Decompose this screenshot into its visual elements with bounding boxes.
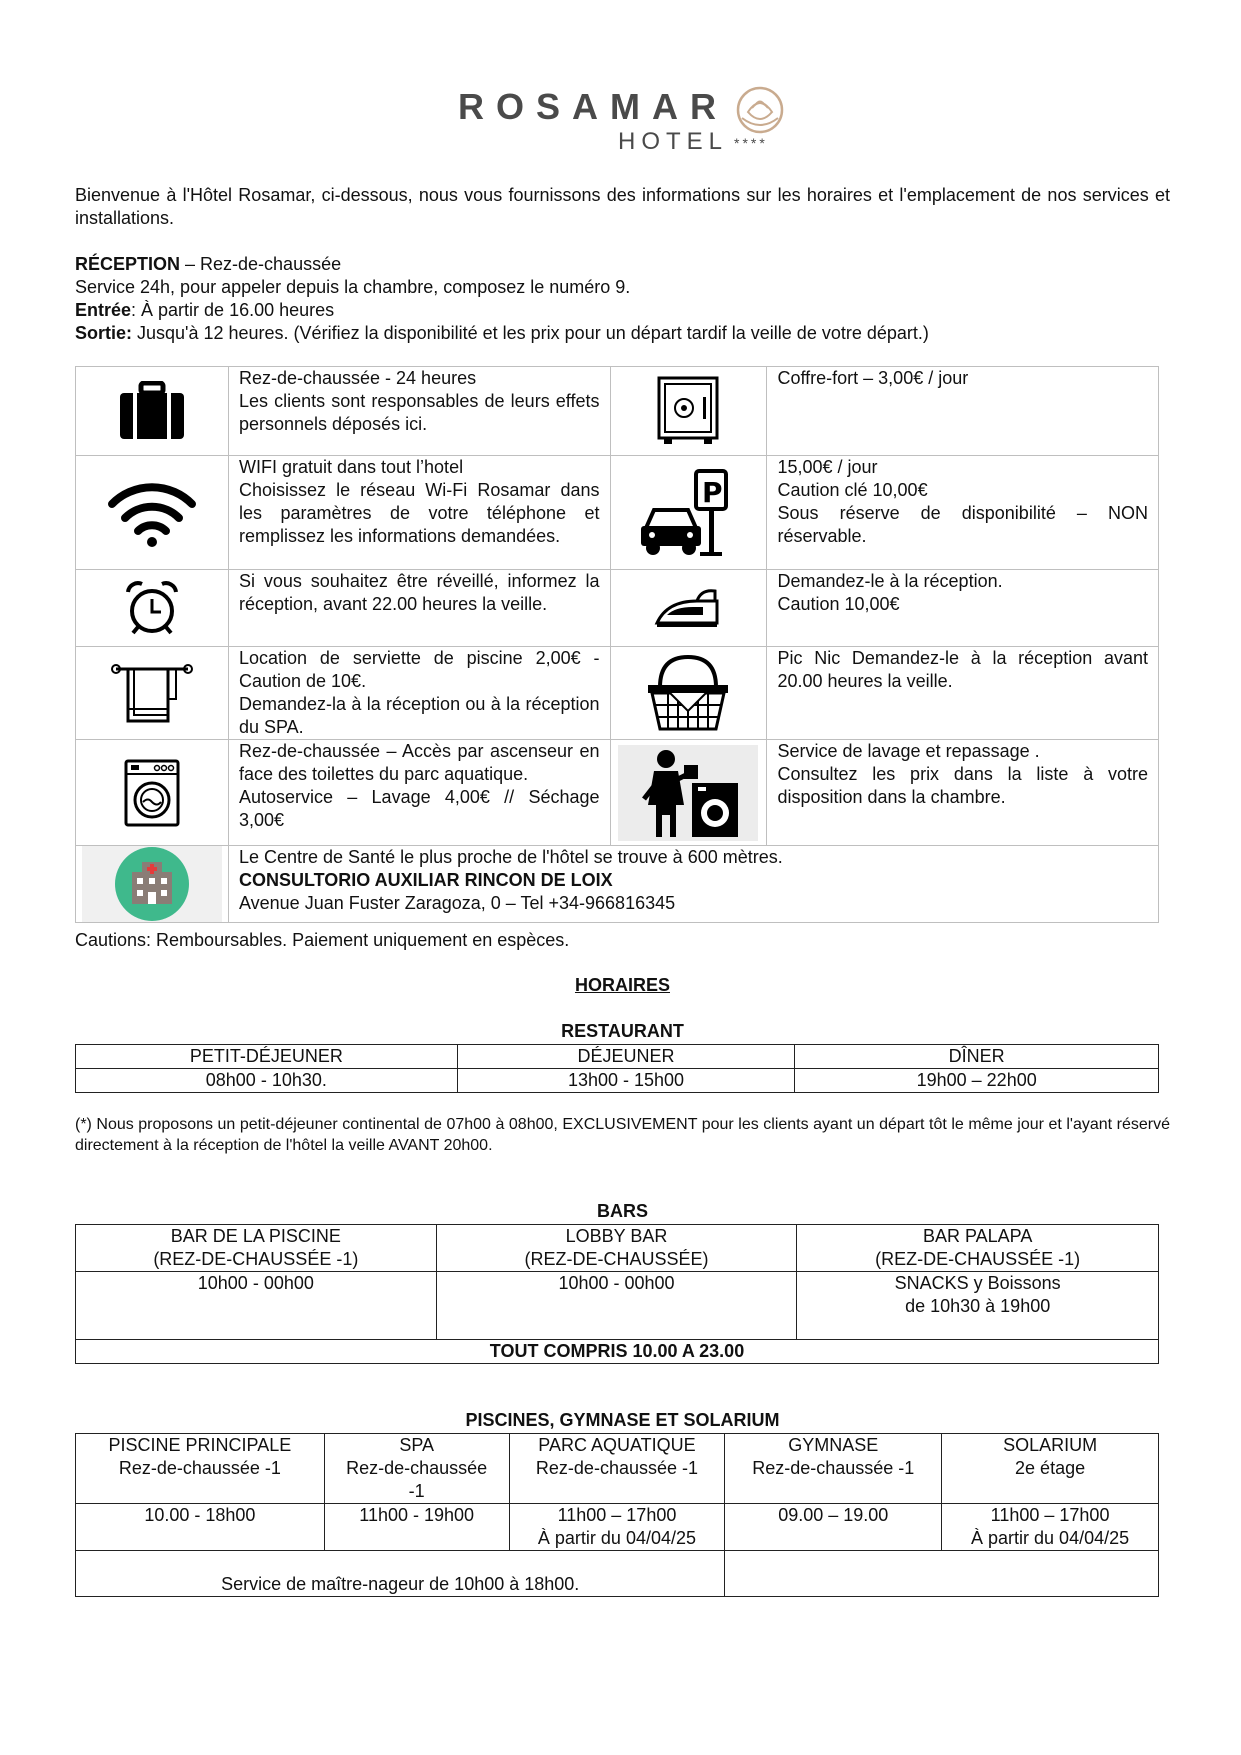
pools-title: PISCINES, GYMNASE ET SOLARIUM	[465, 1410, 780, 1430]
all-inclusive-hours: TOUT COMPRIS 10.00 A 23.00	[76, 1340, 1159, 1364]
laundry-service-cell	[610, 740, 767, 846]
parking-text: 15,00€ / jour Caution clé 10,00€ Sous réserve de disponibilité – NON réservable.	[767, 456, 1159, 570]
restaurant-hours: 19h00 – 22h00	[795, 1069, 1159, 1093]
safe-cell	[610, 367, 767, 456]
health-cell	[76, 846, 229, 923]
checkout-label: Sortie:	[75, 323, 133, 343]
facility-hours: 11h00 – 17h00 À partir du 04/04/25	[509, 1504, 725, 1551]
towel-text: Location de serviette de piscine 2,00€ - Caution de 10€. Demandez-la à la réception ou à la réception du SPA.	[228, 647, 610, 740]
logo-sub: HOTEL ****	[618, 128, 768, 155]
breakfast-note: (*) Nous proposons un petit-déjeuner continental de 07h00 à 08h00, EXCLUSIVEMENT pour les clients ayant un départ tôt le même jour et l'ayant réservé directement à la réception de l'hôtel la veille AVANT 20h00.	[75, 1116, 1170, 1154]
wifi-cell	[76, 456, 229, 570]
hotel-logo	[458, 80, 798, 160]
bar-header: BAR DE LA PISCINE (REZ-DE-CHAUSSÉE -1)	[76, 1225, 437, 1272]
wifi-icon	[107, 478, 197, 548]
intro-text: Bienvenue à l'Hôtel Rosamar, ci-dessous, nous vous fournissons des informations sur les horaires et l'emplacement de nos services et installations.	[75, 185, 1170, 228]
picnic-text: Pic Nic Demandez-le à la réception avant 20.00 heures la veille.	[767, 647, 1159, 740]
picnic-basket-icon	[646, 653, 730, 733]
iron-cell	[610, 570, 767, 647]
health-text	[228, 846, 1158, 923]
facility-hours: 09.00 – 19.00	[725, 1504, 942, 1551]
parking-icon	[638, 468, 738, 558]
health-address: Avenue Juan Fuster Zaragoza, 0 – Tel +34-966816345	[238, 893, 676, 913]
restaurant-hours: 08h00 - 10h30.	[76, 1069, 458, 1093]
checkin-value: : À partir de 16.00 heures	[131, 300, 335, 320]
washing-machine-icon	[123, 758, 181, 828]
towel-cell	[76, 647, 229, 740]
services-table	[75, 366, 1159, 923]
restaurant-title: RESTAURANT	[561, 1021, 684, 1041]
checkin-label: Entrée	[75, 300, 132, 320]
alarm-cell	[76, 570, 229, 647]
laundry-service-icon	[618, 745, 758, 841]
restaurant-header: DÎNER	[795, 1045, 1159, 1069]
facility-header: PISCINE PRINCIPALE Rez-de-chaussée -1	[76, 1434, 325, 1504]
safe-icon	[656, 375, 720, 447]
svg-text:P: P	[702, 475, 724, 509]
logo-name: ROSAMAR	[458, 86, 728, 127]
luggage-text: Rez-de-chaussée - 24 heures Les clients sont responsables de leurs effets personnels déposés ici.	[228, 367, 610, 456]
restaurant-hours: 13h00 - 15h00	[457, 1069, 795, 1093]
parking-cell	[610, 456, 767, 570]
luggage-cell	[76, 367, 229, 456]
pools-table	[75, 1433, 1159, 1597]
towel-icon	[110, 661, 194, 725]
logo-stars: ****	[734, 134, 768, 151]
bar-hours: 10h00 - 00h00	[436, 1272, 797, 1340]
alarm-text: Si vous souhaitez être réveillé, informez la réception, avant 22.00 heures la veille.	[228, 570, 610, 647]
empty-cell	[725, 1551, 1159, 1597]
hospital-icon	[82, 846, 222, 922]
facility-header: SOLARIUM 2e étage	[942, 1434, 1159, 1504]
safe-text: Coffre-fort – 3,00€ / jour	[767, 367, 1159, 456]
facility-hours: 11h00 – 17h00 À partir du 04/04/25	[942, 1504, 1159, 1551]
cautions-note: Cautions: Remboursables. Paiement uniquement en espèces.	[75, 930, 570, 950]
restaurant-header: DÉJEUNER	[457, 1045, 795, 1069]
iron-text: Demandez-le à la réception. Caution 10,00€	[767, 570, 1159, 647]
facility-header: PARC AQUATIQUE Rez-de-chaussée -1	[509, 1434, 725, 1504]
horaires-title: HORAIRES	[574, 975, 670, 995]
reception-block	[75, 253, 1170, 345]
facility-header: SPA Rez-de-chaussée -1	[324, 1434, 509, 1504]
bars-title: BARS	[596, 1201, 648, 1221]
reception-title: RÉCEPTION	[75, 254, 181, 274]
laundry-cell	[76, 740, 229, 846]
reception-location: – Rez-de-chaussée	[180, 254, 342, 274]
reception-service: Service 24h, pour appeler depuis la chambre, composez le numéro 9.	[75, 277, 631, 297]
bar-hours: SNACKS y Boissons de 10h30 à 19h00	[797, 1272, 1159, 1340]
laundry-service-text: Service de lavage et repassage . Consultez les prix dans la liste à votre disposition dans la chambre.	[767, 740, 1159, 846]
laundry-text: Rez-de-chaussée – Accès par ascenseur en face des toilettes du parc aquatique. Autoservice – Lavage 4,00€ // Séchage 3,00€	[228, 740, 610, 846]
wifi-text: WIFI gratuit dans tout l’hotel Choisissez le réseau Wi-Fi Rosamar dans les paramètres de votre téléphone et remplissez les informations demandées.	[228, 456, 610, 570]
bar-header: LOBBY BAR (REZ-DE-CHAUSSÉE)	[436, 1225, 797, 1272]
bar-hours: 10h00 - 00h00	[76, 1272, 437, 1340]
restaurant-table	[75, 1044, 1159, 1093]
bars-table	[75, 1224, 1159, 1364]
alarm-clock-icon	[124, 580, 180, 636]
lifeguard-service: Service de maître-nageur de 10h00 à 18h00.	[76, 1551, 725, 1597]
facility-header: GYMNASE Rez-de-chaussée -1	[725, 1434, 942, 1504]
suitcase-icon	[117, 381, 187, 441]
restaurant-header: PETIT-DÉJEUNER	[76, 1045, 458, 1069]
facility-hours: 11h00 - 19h00	[324, 1504, 509, 1551]
facility-hours: 10.00 - 18h00	[76, 1504, 325, 1551]
checkout-value: Jusqu'à 12 heures. (Vérifiez la disponibilité et les prix pour un départ tardif la veille de votre départ.)	[132, 323, 929, 343]
health-distance: Le Centre de Santé le plus proche de l'hôtel se trouve à 600 mètres.	[238, 847, 783, 867]
iron-icon	[653, 585, 723, 631]
health-center-name: CONSULTORIO AUXILIAR RINCON DE LOIX	[238, 870, 613, 890]
bar-header: BAR PALAPA (REZ-DE-CHAUSSÉE -1)	[797, 1225, 1159, 1272]
picnic-cell	[610, 647, 767, 740]
